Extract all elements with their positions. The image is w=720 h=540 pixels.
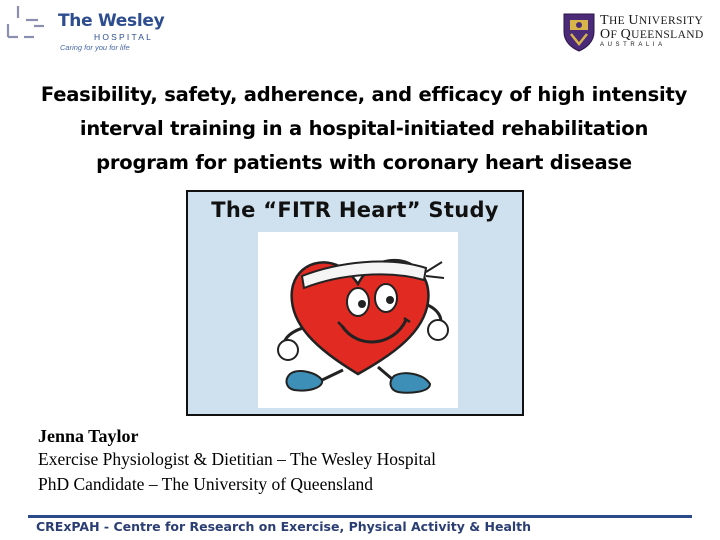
running-heart-icon (258, 232, 458, 408)
title-line-2: interval training in a hospital-initiated rehabilitation (79, 117, 649, 140)
wesley-tagline: Caring for you for life (60, 43, 130, 52)
footer-rule (28, 515, 692, 518)
uq-australia: AUSTRALIA (600, 42, 666, 48)
uq-name-line1: THE UNIVERSITY (600, 13, 704, 28)
study-title: The “FITR Heart” Study (211, 198, 499, 222)
wesley-cross-icon (4, 4, 54, 44)
slide-title (0, 78, 720, 180)
author-name: Jenna Taylor (38, 426, 139, 446)
heart-illustration-frame (258, 232, 458, 408)
wesley-sub: HOSPITAL (94, 32, 154, 42)
uq-logo (560, 10, 720, 56)
footer-text: CRExPAH - Centre for Research on Exercise, Physical Activity & Health (36, 519, 532, 534)
uq-crest-icon (562, 12, 596, 52)
title-line-3: program for patients with coronary heart disease (96, 151, 632, 174)
wesley-hospital-logo (4, 2, 165, 54)
uq-name-line2: OF QUEENSLAND (600, 27, 704, 42)
author-role-1: Exercise Physiologist & Dietitian – The Wesley Hospital (38, 449, 436, 469)
author-block (38, 426, 436, 497)
author-role-2: PhD Candidate – The University of Queensland (38, 474, 374, 494)
title-line-1: Feasibility, safety, adherence, and efficacy of high intensity (40, 83, 688, 106)
study-image (186, 190, 524, 416)
wesley-name: The Wesley (58, 11, 165, 31)
